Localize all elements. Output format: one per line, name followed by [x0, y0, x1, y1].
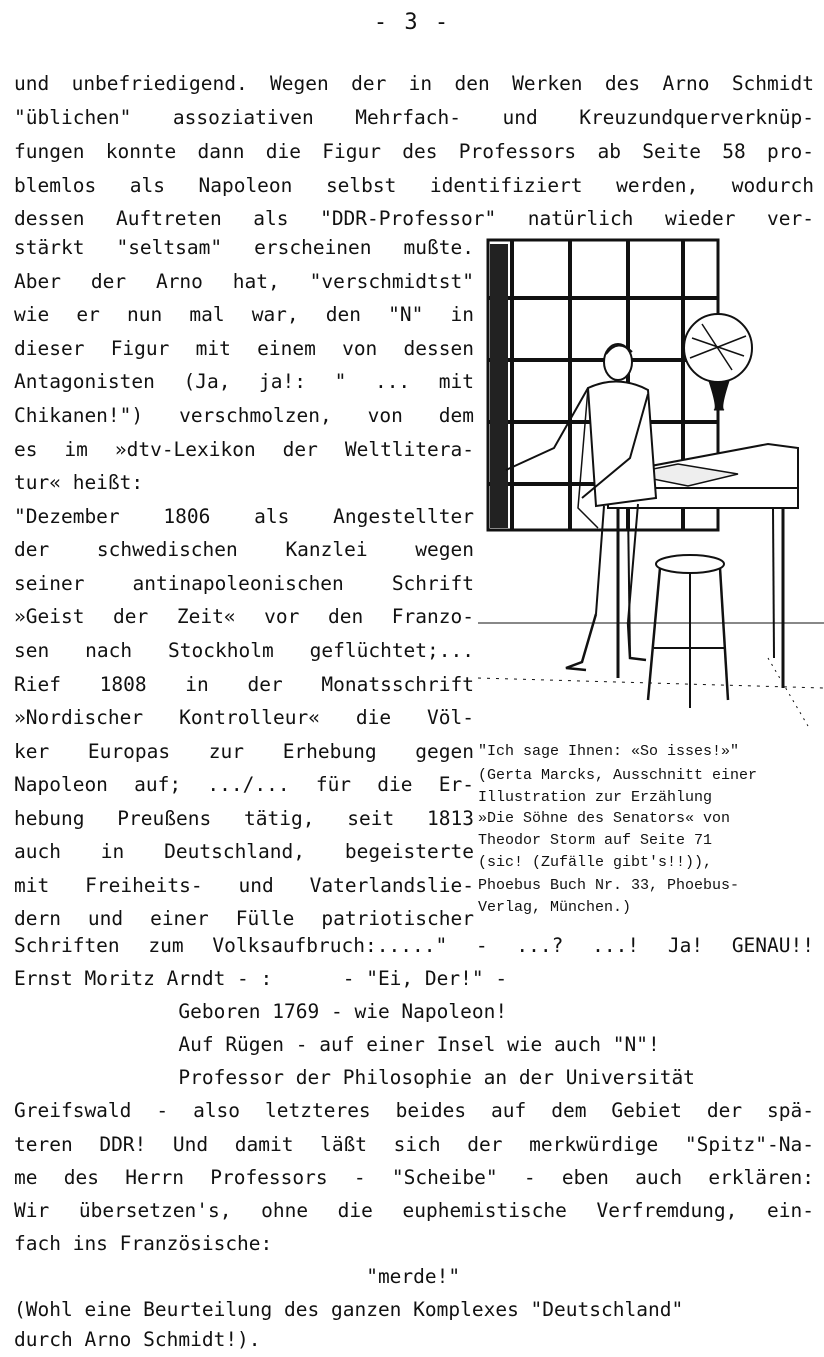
caption-line: Illustration zur Erzählung — [478, 789, 713, 806]
column-line: hebung Preußens tätig, seit 1813 — [14, 807, 474, 830]
column-line: Chikanen!") verschmolzen, von dem — [14, 404, 474, 427]
text-line: Greifswald - also letzteres beides auf dem Gebiet der spä- — [14, 1099, 814, 1122]
column-line: Rief 1808 in der Monatsschrift — [14, 673, 474, 696]
illustration — [478, 238, 824, 730]
column-line: wie er nun mal war, den "N" in — [14, 303, 474, 326]
caption-line: Verlag, München.) — [478, 899, 632, 916]
caption-line: Phoebus Buch Nr. 33, Phoebus- — [478, 877, 740, 894]
column-line: Aber der Arno hat, "verschmidtst" — [14, 270, 474, 293]
column-line: "Dezember 1806 als Angestellter — [14, 505, 474, 528]
caption-line: (sic! (Zufälle gibt's!!)), — [478, 854, 713, 871]
column-line: Antagonisten (Ja, ja!: " ... mit — [14, 370, 474, 393]
text-line: Professor der Philosophie an der Universität — [14, 1066, 695, 1089]
caption-line: (Gerta Marcks, Ausschnitt einer — [478, 767, 758, 784]
column-line: ker Europas zur Erhebung gegen — [14, 740, 474, 763]
column-line: seiner antinapoleonischen Schrift — [14, 572, 474, 595]
column-line: »Nordischer Kontrolleur« die Völ- — [14, 706, 474, 729]
text-line: Ernst Moritz Arndt - : - "Ei, Der!" - — [14, 967, 508, 990]
text-line: blemlos als Napoleon selbst identifiziert werden, wodurch — [14, 174, 814, 197]
text-line: (Wohl eine Beurteilung des ganzen Komplexes "Deutschland" — [14, 1298, 684, 1321]
column-line: dieser Figur mit einem von dessen — [14, 337, 474, 360]
column-line: mit Freiheits- und Vaterlandslie- — [14, 874, 474, 897]
text-line: Auf Rügen - auf einer Insel wie auch "N"! — [14, 1033, 660, 1056]
text-line: "merde!" — [14, 1265, 461, 1288]
text-line: Schriften zum Volksaufbruch:....." - ...? ...! Ja! GENAU!! — [14, 934, 814, 957]
column-line: tur« heißt: — [14, 471, 144, 494]
column-line: der schwedischen Kanzlei wegen — [14, 538, 474, 561]
column-line: auch in Deutschland, begeisterte — [14, 840, 474, 863]
text-line: "üblichen" assoziativen Mehrfach- und Kreuzundquerverknüp- — [14, 106, 814, 129]
page-number: - 3 - — [373, 10, 451, 35]
text-line: Wir übersetzen's, ohne die euphemistische Verfremdung, ein- — [14, 1199, 814, 1222]
column-line: Napoleon auf; .../... für die Er- — [14, 773, 474, 796]
text-line: durch Arno Schmidt!). — [14, 1328, 261, 1351]
text-line: me des Herrn Professors - "Scheibe" - eben auch erklären: — [14, 1166, 814, 1189]
column-line: »Geist der Zeit« vor den Franzo- — [14, 605, 474, 628]
text-line: fungen konnte dann die Figur des Professors ab Seite 58 pro- — [14, 140, 814, 163]
text-line: fach ins Französische: — [14, 1232, 273, 1255]
column-line: dern und einer Fülle patriotischer — [14, 907, 474, 930]
text-line: dessen Auftreten als "DDR-Professor" natürlich wieder ver- — [14, 207, 814, 230]
caption-line: "Ich sage Ihnen: «So isses!»" — [478, 743, 740, 760]
text-line: Geboren 1769 - wie Napoleon! — [14, 1000, 508, 1023]
caption-line: »Die Söhne des Senators« von — [478, 810, 731, 827]
text-line: und unbefriedigend. Wegen der in den Werken des Arno Schmidt — [14, 72, 814, 95]
column-line: es im »dtv-Lexikon der Weltlitera- — [14, 438, 474, 461]
column-line: stärkt "seltsam" erscheinen mußte. — [14, 236, 474, 259]
column-line: sen nach Stockholm geflüchtet;... — [14, 639, 474, 662]
text-line: teren DDR! Und damit läßt sich der merkwürdige "Spitz"-Na- — [14, 1133, 814, 1156]
caption-line: Theodor Storm auf Seite 71 — [478, 832, 713, 849]
